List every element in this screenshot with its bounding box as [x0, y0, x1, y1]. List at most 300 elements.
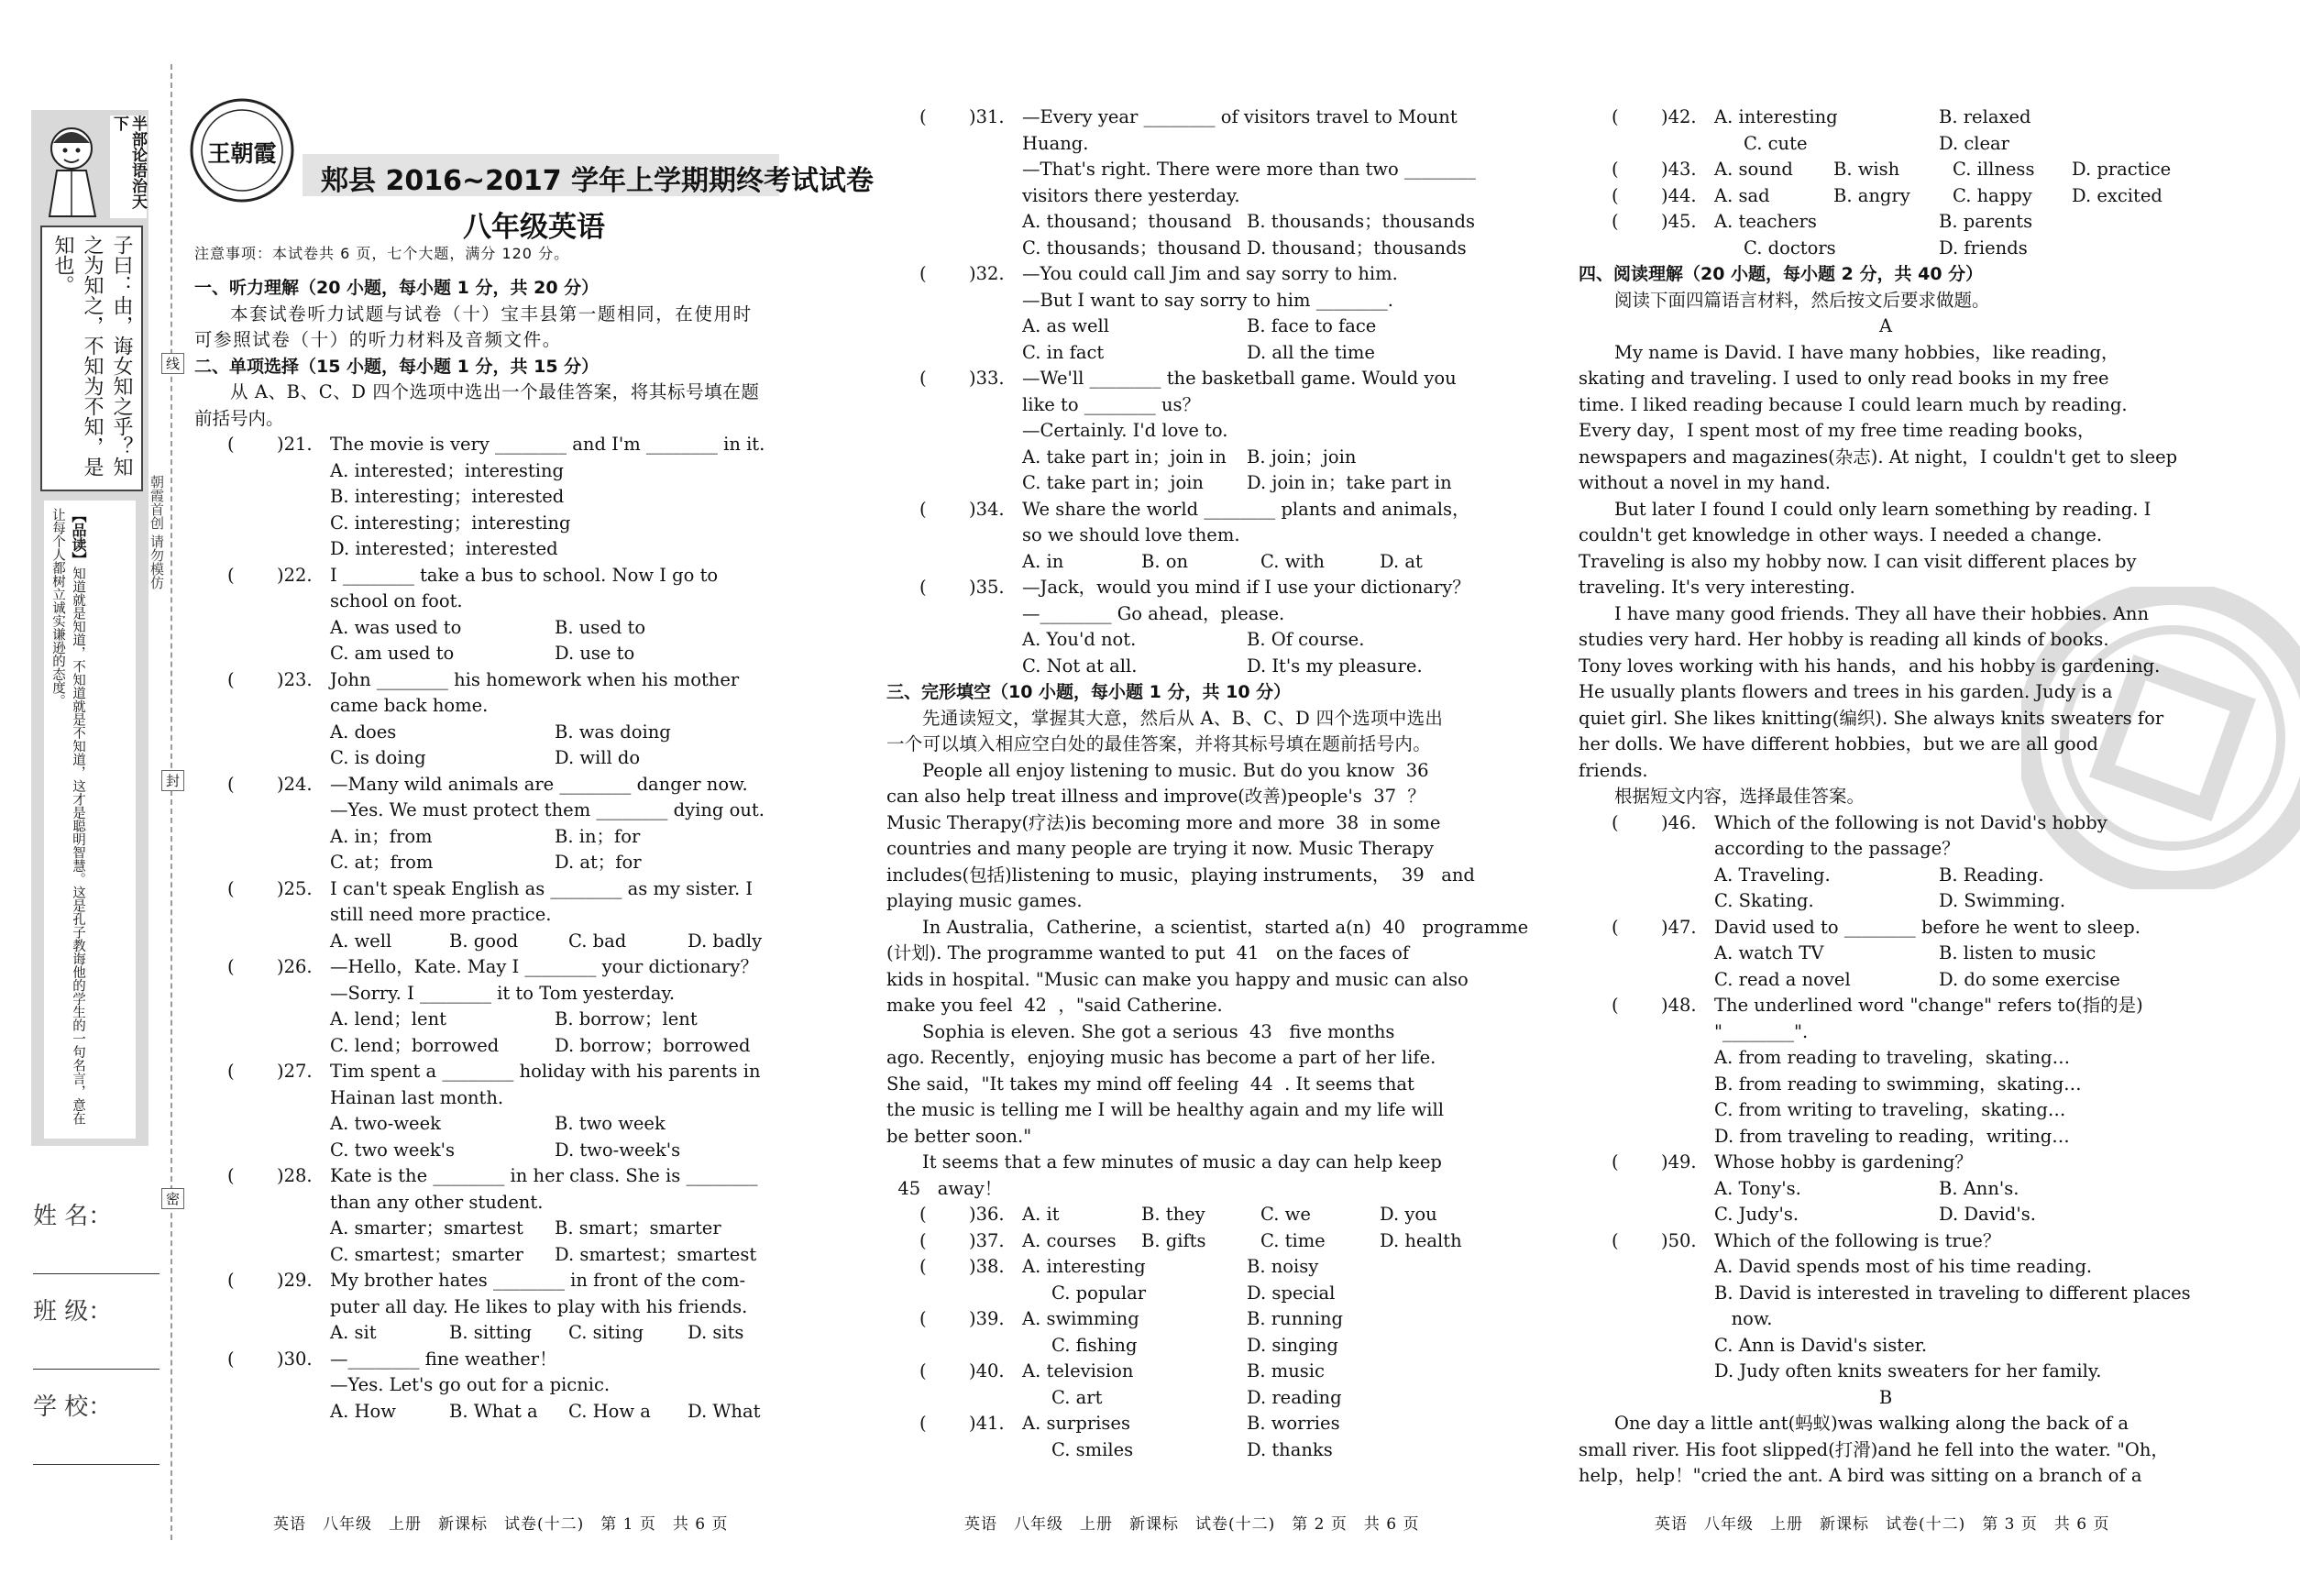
answer-option[interactable]: A. from reading to traveling，skating…	[1714, 1047, 2071, 1068]
answer-option[interactable]: B. music	[1247, 1360, 1325, 1381]
question-stem: —________ Go ahead，please.	[1022, 602, 1285, 624]
question-number: )27.	[277, 1061, 313, 1082]
answer-option[interactable]: C. How a	[568, 1400, 651, 1422]
answer-option[interactable]: C. lend；borrowed	[330, 1034, 500, 1056]
exam-subtitle: 八年级英语	[463, 211, 605, 244]
answer-option[interactable]: A. television	[1022, 1360, 1134, 1381]
answer-bracket[interactable]: (	[1612, 811, 1619, 833]
answer-option[interactable]: A. How	[330, 1400, 396, 1422]
answer-option[interactable]: D. health	[1380, 1229, 1462, 1251]
passage-line: couldn't get knowledge in other ways. I needed a change.	[1579, 524, 2103, 545]
question-stem: —Sorry. I ________ it to Tom yesterday.	[330, 982, 676, 1004]
answer-option[interactable]: B. smart；smarter	[555, 1217, 721, 1238]
answer-bracket[interactable]: (	[919, 577, 927, 598]
answer-option[interactable]: D. all the time	[1247, 341, 1375, 363]
cloze-options-continued	[1579, 105, 2193, 261]
answer-option[interactable]: B. used to	[555, 616, 646, 638]
question-stem: John ________ his homework when his mother	[330, 668, 740, 690]
pindu-box	[44, 501, 136, 1139]
answer-option[interactable]: D. What	[688, 1400, 761, 1422]
pindu-text: 知道就是知道，不知道就是不知道，这才是聪明智慧。这是孔子教诲他的学生的一句名言，意在让每个人都树立诚实谦逊的态度。	[50, 508, 85, 1125]
section-2-body-1: 从 A、B、C、D 四个选项中选出一个最佳答案，将其标号填在题	[230, 381, 760, 402]
question-stem: according to the passage？	[1714, 838, 1960, 859]
answer-option[interactable]: B. noisy	[1247, 1256, 1319, 1277]
answer-bracket[interactable]: (	[227, 956, 235, 977]
answer-option[interactable]: B. in；for	[555, 825, 641, 847]
passage-line: quiet girl. She likes knitting(编织). She always knits sweaters for	[1579, 707, 2164, 729]
question-number: )47.	[1661, 916, 1697, 938]
cloze-option-row	[1579, 236, 2193, 262]
answer-option[interactable]: B. angry	[1833, 184, 1910, 206]
answer-option[interactable]: C. doctors	[1744, 237, 1836, 259]
quote-box	[40, 226, 143, 491]
answer-bracket[interactable]: (	[1612, 995, 1619, 1016]
answer-option[interactable]: C. siting	[568, 1322, 644, 1343]
answer-bracket[interactable]: (	[1612, 1151, 1619, 1172]
answer-bracket[interactable]: (	[919, 106, 927, 127]
answer-option[interactable]: B. borrow；lent	[555, 1008, 698, 1029]
anti-copy-note: 朝霞首创 请勿模仿	[149, 475, 165, 589]
cloze-option-row	[886, 1281, 1501, 1307]
question-number: )25.	[277, 877, 313, 899]
passage-line: People all enjoy listening to music. But do you know 36	[922, 759, 1440, 781]
pindu-label: 【品读】	[70, 508, 87, 567]
question-stem: —Hello，Kate. May I ________ your dictionary？	[330, 956, 758, 977]
answer-option[interactable]: D. join in；take part in	[1247, 472, 1452, 493]
passage-line: Sophia is eleven. She got a serious 43 five months	[922, 1020, 1395, 1042]
passage-line: studies very hard. Her hobby is reading all kinds of books.	[1579, 629, 2109, 650]
cloze-paragraph-4	[886, 1150, 1501, 1202]
answer-option[interactable]: A. You'd not.	[1022, 629, 1137, 650]
answer-option[interactable]: A. Traveling.	[1714, 864, 1831, 886]
answer-option[interactable]: C. two week's	[330, 1139, 456, 1161]
school-label: 学 校：	[33, 1393, 113, 1421]
cloze-options	[886, 1202, 1501, 1463]
answer-bracket[interactable]: (	[227, 1348, 235, 1370]
answer-option[interactable]: C. in fact	[1022, 341, 1105, 363]
question-stem: Which of the following is not David's hobby	[1714, 811, 2107, 833]
answer-option[interactable]: D. two-week's	[555, 1139, 681, 1161]
answer-bracket[interactable]: (	[1612, 159, 1619, 180]
question-number: )40.	[969, 1360, 1005, 1381]
watermark-seal	[2021, 587, 2300, 889]
passage-line: Tony loves working with his hands，and his hobby is gardening.	[1579, 655, 2161, 677]
cut-line	[171, 64, 172, 1540]
answer-option[interactable]: C. is doing	[330, 747, 426, 768]
answer-option[interactable]: B. they	[1141, 1204, 1205, 1225]
answer-option[interactable]: A. interested；interesting	[330, 459, 565, 481]
answer-option[interactable]: B. from reading to swimming，skating…	[1714, 1073, 2082, 1095]
answer-option[interactable]: D. thousand；thousands	[1247, 237, 1467, 259]
answer-bracket[interactable]: (	[1612, 211, 1619, 232]
passage-line: 45 away！	[886, 1177, 1003, 1199]
answer-bracket[interactable]: (	[919, 1256, 927, 1277]
cloze-option-row	[886, 1228, 1501, 1255]
question-number: )44.	[1661, 184, 1697, 206]
question-item	[1579, 1228, 2193, 1385]
answer-option[interactable]: B. Of course.	[1247, 629, 1365, 650]
question-list-2	[886, 105, 1501, 679]
answer-option[interactable]: C. cute	[1744, 132, 1808, 154]
footer-page-1: 英语 八年级 上册 新课标 试卷(十二) 第 1 页 共 6 页	[273, 1515, 729, 1534]
question-number: )49.	[1661, 1151, 1697, 1172]
question-item	[1579, 915, 2193, 994]
passage-a-paragraph-1	[1579, 340, 2193, 497]
seal-mark-xian: 线	[161, 353, 184, 374]
brand-logo	[189, 97, 295, 204]
question-item	[194, 667, 809, 772]
question-number: )26.	[277, 956, 313, 977]
answer-option[interactable]: D. special	[1247, 1282, 1336, 1304]
cloze-option-row	[1579, 157, 2193, 183]
answer-option[interactable]: A. in；from	[330, 825, 433, 847]
question-number: )41.	[969, 1413, 1005, 1434]
answer-option[interactable]: C. happy	[1953, 184, 2032, 206]
passage-a-questions	[1579, 810, 2193, 1385]
cloze-intro-1: 先通读短文，掌握其大意，然后从 A、B、C、D 四个选项中选出	[922, 707, 1444, 729]
passage-line: Music Therapy(疗法)is becoming more and more 38 in some	[886, 811, 1441, 833]
passage-b	[1579, 1411, 2193, 1490]
question-item	[194, 1059, 809, 1163]
question-number: )42.	[1661, 106, 1697, 127]
answer-option[interactable]: A. sound	[1714, 159, 1793, 180]
answer-option[interactable]: A. interesting	[1022, 1256, 1146, 1277]
answer-option[interactable]: C. take part in；join	[1022, 472, 1204, 493]
question-item	[194, 1347, 809, 1425]
question-stem: Tim spent a ________ holiday with his parents in	[330, 1061, 761, 1082]
question-item	[194, 876, 809, 955]
name-field[interactable]	[33, 1197, 160, 1274]
answer-option[interactable]: B. parents	[1939, 211, 2033, 232]
answer-bracket[interactable]: (	[919, 1308, 927, 1329]
question-number: )32.	[969, 263, 1005, 284]
passage-line: the music is telling me I will be healthy again and my life will	[886, 1099, 1444, 1120]
answer-bracket[interactable]: (	[1612, 1229, 1619, 1251]
answer-option[interactable]: B. on	[1141, 550, 1189, 572]
answer-option[interactable]: A. watch TV	[1714, 942, 1824, 963]
answer-option[interactable]: C. Ann is David's sister.	[1714, 1334, 1928, 1356]
cloze-paragraph-3	[886, 1019, 1501, 1150]
answer-bracket[interactable]: (	[227, 773, 235, 795]
answer-bracket[interactable]: (	[227, 434, 235, 455]
cloze-option-row	[886, 1202, 1501, 1228]
question-item	[194, 954, 809, 1059]
passage-line: ago. Recently，enjoying music has become a part of her life.	[886, 1047, 1436, 1068]
question-stem: —Yes. We must protect them ________ dying out.	[330, 799, 765, 820]
answer-option[interactable]: B. relaxed	[1939, 106, 2031, 127]
answer-bracket[interactable]: (	[227, 668, 235, 690]
name-label: 姓 名：	[33, 1203, 113, 1230]
reading-title: 四、阅读理解（20 小题，每小题 2 分，共 40 分）	[1579, 264, 1984, 284]
passage-a-question-intro: 根据短文内容，选择最佳答案。	[1614, 786, 1865, 807]
answer-option[interactable]: C. from writing to traveling，skating…	[1714, 1099, 2066, 1120]
answer-option[interactable]: now.	[1714, 1308, 1773, 1329]
answer-option[interactable]: A. sit	[330, 1322, 377, 1343]
question-stem: —You could call Jim and say sorry to him.	[1022, 263, 1398, 284]
answer-option[interactable]: C. Judy's.	[1714, 1204, 1799, 1225]
answer-option[interactable]: A. teachers	[1714, 211, 1817, 232]
cloze-paragraph-2	[886, 915, 1529, 1019]
question-stem: My brother hates ________ in front of the com-	[330, 1270, 746, 1291]
answer-option[interactable]: C. we	[1260, 1204, 1311, 1225]
answer-option[interactable]: B. thousands；thousands	[1247, 211, 1475, 232]
question-stem: The movie is very ________ and I'm ________ in it.	[330, 434, 765, 455]
question-stem: "________".	[1714, 1020, 1809, 1042]
answer-option[interactable]: C. Skating.	[1714, 890, 1814, 911]
passage-line: kids in hospital. "Music can make you happy and music can also	[886, 968, 1469, 990]
answer-bracket[interactable]: (	[227, 1061, 235, 1082]
answer-option[interactable]: D. friends	[1939, 237, 2028, 259]
answer-option[interactable]: D. sits	[688, 1322, 744, 1343]
question-number: )46.	[1661, 811, 1697, 833]
cloze-paragraph-1	[886, 758, 1501, 915]
answer-option[interactable]: A. Tony's.	[1714, 1177, 1801, 1199]
passage-line: But later I found I could only learn something by reading. I	[1614, 498, 2151, 520]
answer-option[interactable]: B. wish	[1833, 159, 1900, 180]
question-number: )50.	[1661, 1229, 1697, 1251]
answer-option[interactable]: C. with	[1260, 550, 1325, 572]
question-number: )28.	[277, 1165, 313, 1186]
answer-option[interactable]: D. practice	[2072, 159, 2172, 180]
answer-option[interactable]: B. good	[449, 930, 519, 952]
question-item	[886, 261, 1501, 366]
question-item	[886, 497, 1501, 576]
answer-option[interactable]: D. at	[1380, 550, 1423, 572]
seal-mark-feng: 封	[161, 770, 184, 791]
answer-option[interactable]: B. face to face	[1247, 315, 1377, 336]
passage-line: can also help treat illness and improve(改善)people's 37 ？	[886, 786, 1425, 807]
answer-option[interactable]: B. join；join	[1247, 446, 1357, 468]
answer-option[interactable]: D. borrow；borrowed	[555, 1034, 751, 1056]
question-item	[194, 772, 809, 876]
answer-option[interactable]: B. worries	[1247, 1413, 1340, 1434]
answer-option[interactable]: A. surprises	[1022, 1413, 1130, 1434]
section-2-title: 二、单项选择（15 小题，每小题 1 分，共 15 分）	[194, 356, 600, 377]
answer-option[interactable]: C. time	[1260, 1229, 1326, 1251]
answer-option[interactable]: B. What a	[449, 1400, 538, 1422]
passage-line: help，help！"cried the ant. A bird was sitting on a branch of a	[1579, 1465, 2142, 1486]
answer-bracket[interactable]: (	[919, 263, 927, 284]
answer-option[interactable]: D. reading	[1247, 1386, 1342, 1408]
section-2-body-2: 前括号内。	[194, 407, 284, 429]
passage-line: her dolls. We have different hobbies，but we are all good	[1579, 733, 2098, 754]
passage-line: (计划). The programme wanted to put 41 on the faces of	[886, 942, 1410, 963]
answer-option[interactable]: A. David spends most of his time reading.	[1714, 1256, 2093, 1277]
question-item	[194, 563, 809, 667]
answer-option[interactable]: A. well	[330, 930, 392, 952]
question-stem: visitors there yesterday.	[1022, 184, 1240, 206]
answer-option[interactable]: D. at；for	[555, 852, 642, 873]
school-field[interactable]	[33, 1388, 160, 1465]
question-number: )39.	[969, 1308, 1005, 1329]
answer-option[interactable]: A. does	[330, 721, 397, 743]
answer-option[interactable]: C. Not at all.	[1022, 655, 1138, 677]
reading-intro: 阅读下面四篇语言材料，然后按文后要求做题。	[1614, 289, 1990, 311]
answer-option[interactable]: C. am used to	[330, 643, 455, 664]
answer-option[interactable]: B. gifts	[1141, 1229, 1206, 1251]
answer-bracket[interactable]: (	[1612, 916, 1619, 938]
passage-line: includes(包括)listening to music，playing instruments， 39 and	[886, 864, 1475, 886]
answer-option[interactable]: D. from traveling to reading，writing…	[1714, 1125, 2070, 1147]
passage-line: skating and traveling. I used to only read books in my free	[1579, 368, 2109, 389]
question-stem: Which of the following is true？	[1714, 1229, 2001, 1251]
answer-option[interactable]: C. smartest；smarter	[330, 1243, 523, 1265]
seal-mark-mi: 密	[161, 1188, 184, 1209]
cloze-option-row	[1579, 105, 2193, 131]
answer-option[interactable]: D. you	[1380, 1204, 1437, 1225]
section-1-title: 一、听力理解（20 小题，每小题 1 分，共 20 分）	[194, 278, 600, 298]
answer-bracket[interactable]: (	[919, 498, 927, 520]
section-1-body-1: 本套试卷听力试题与试卷（十）宝丰县第一题相同，在使用时	[230, 303, 753, 325]
question-stem: came back home.	[330, 695, 489, 716]
logo-text: 王朝霞	[207, 140, 277, 167]
question-stem: school on foot.	[330, 590, 463, 611]
question-number: )34.	[969, 498, 1005, 520]
passage-line: Every day，I spent most of my free time reading books，	[1579, 420, 2096, 441]
answer-bracket[interactable]: (	[227, 1165, 235, 1186]
question-stem: —That's right. There were more than two ________	[1022, 159, 1476, 180]
class-field[interactable]	[33, 1293, 160, 1370]
question-number: )37.	[969, 1229, 1005, 1251]
column-1	[194, 275, 809, 1425]
answer-bracket[interactable]: (	[919, 1360, 927, 1381]
answer-option[interactable]: C. illness	[1953, 159, 2035, 180]
answer-option[interactable]: C. read a novel	[1714, 968, 1851, 990]
answer-option[interactable]: C. art	[1051, 1386, 1103, 1408]
answer-bracket[interactable]: (	[919, 368, 927, 389]
answer-option[interactable]: D. clear	[1939, 132, 2009, 154]
question-stem: I ________ take a bus to school. Now I go to	[330, 564, 719, 586]
question-number: )43.	[1661, 159, 1697, 180]
answer-option[interactable]: D. Judy often knits sweaters for her family.	[1714, 1360, 2102, 1381]
answer-option[interactable]: A. in	[1022, 550, 1064, 572]
passage-b-label: B	[1878, 1386, 1893, 1408]
answer-option[interactable]: D. do some exercise	[1939, 968, 2120, 990]
answer-option[interactable]: A. thousand；thousand	[1022, 211, 1232, 232]
answer-option[interactable]: C. smiles	[1051, 1438, 1134, 1460]
question-stem: so we should love them.	[1022, 524, 1240, 545]
question-number: )29.	[277, 1270, 313, 1291]
question-item	[194, 1163, 809, 1268]
passage-line: newspapers and magazines(杂志). At night，I couldn't get to sleep	[1579, 446, 2178, 468]
answer-option[interactable]: A. it	[1022, 1204, 1060, 1225]
question-number: )24.	[277, 773, 313, 795]
exam-title: 郏县 2016~2017 学年上学期期终考试试卷	[321, 165, 875, 197]
footer-page-2: 英语 八年级 上册 新课标 试卷(十二) 第 2 页 共 6 页	[964, 1515, 1420, 1534]
answer-option[interactable]: A. lend；lent	[330, 1008, 446, 1029]
answer-option[interactable]: C. interesting；interesting	[330, 512, 571, 534]
passage-a-label: A	[1878, 315, 1893, 336]
passage-line: without a novel in my hand.	[1579, 472, 1831, 493]
answer-option[interactable]: A. two-week	[330, 1113, 441, 1134]
answer-option[interactable]: A. take part in；join in	[1022, 446, 1227, 468]
answer-option[interactable]: B. listen to music	[1939, 942, 2096, 963]
answer-option[interactable]: B. interesting；interested	[330, 486, 565, 507]
answer-option[interactable]: D. use to	[555, 643, 635, 664]
answer-option[interactable]: D. will do	[555, 747, 641, 768]
answer-option[interactable]: A. was used to	[330, 616, 462, 638]
question-stem: —We'll ________ the basketball game. Would you	[1022, 368, 1457, 389]
answer-option[interactable]: B. Ann's.	[1939, 1177, 2019, 1199]
answer-option[interactable]: C. fishing	[1051, 1334, 1138, 1356]
passage-line: She said，"It takes my mind off feeling 44 . It seems that	[886, 1073, 1414, 1095]
answer-option[interactable]: C. at；from	[330, 852, 434, 873]
answer-option[interactable]: A. smarter；smartest	[330, 1217, 523, 1238]
footer-page-3: 英语 八年级 上册 新课标 试卷(十二) 第 3 页 共 6 页	[1655, 1515, 2110, 1534]
answer-option[interactable]: C. thousands；thousand	[1022, 237, 1241, 259]
answer-option[interactable]: B. was doing	[555, 721, 671, 743]
answer-bracket[interactable]: (	[1612, 184, 1619, 206]
answer-option[interactable]: D. thanks	[1247, 1438, 1333, 1460]
answer-bracket[interactable]: (	[227, 1270, 235, 1291]
answer-option[interactable]: B. two week	[555, 1113, 666, 1134]
question-number: )33.	[969, 368, 1005, 389]
answer-option[interactable]: C. popular	[1051, 1282, 1147, 1304]
cloze-option-row	[886, 1306, 1501, 1333]
confucius-cartoon	[37, 114, 110, 219]
answer-option[interactable]: B. Reading.	[1939, 864, 2044, 886]
passage-line: be better soon."	[886, 1125, 1032, 1147]
cloze-option-row	[1579, 183, 2193, 210]
cloze-option-row	[886, 1437, 1501, 1464]
answer-bracket[interactable]: (	[919, 1229, 927, 1251]
cloze-option-row	[886, 1411, 1501, 1437]
cloze-option-row	[886, 1359, 1501, 1385]
answer-option[interactable]: A. courses	[1022, 1229, 1117, 1251]
motto-top: 半部论语治天下	[110, 116, 147, 218]
answer-option[interactable]: A. swimming	[1022, 1308, 1139, 1329]
answer-option[interactable]: D. singing	[1247, 1334, 1338, 1356]
passage-line: My name is David. I have many hobbies，like reading，	[1614, 341, 2119, 363]
answer-bracket[interactable]: (	[227, 564, 235, 586]
answer-option[interactable]: A. sad	[1714, 184, 1770, 206]
cloze-intro-2: 一个可以填入相应空白处的最佳答案，并将其标号填在题前括号内。	[886, 733, 1432, 754]
passage-line: I have many good friends. They all have their hobbies. Ann	[1614, 602, 2150, 624]
answer-option[interactable]: D. interested；interested	[330, 538, 558, 559]
passage-line: make you feel 42 ，"said Catherine.	[886, 995, 1223, 1016]
cloze-title: 三、完形填空（10 小题，每小题 1 分，共 10 分）	[886, 682, 1292, 702]
question-item	[886, 366, 1501, 497]
cloze-option-row	[886, 1254, 1501, 1281]
answer-option[interactable]: A. interesting	[1714, 106, 1838, 127]
answer-option[interactable]: A. as well	[1022, 315, 1110, 336]
answer-option[interactable]: D. excited	[2072, 184, 2162, 206]
question-item	[886, 105, 1501, 261]
question-stem: —Jack，would you mind if I use your dictionary？	[1022, 577, 1470, 598]
answer-option[interactable]: D. badly	[688, 930, 763, 952]
passage-line: traveling. It's very interesting.	[1579, 577, 1855, 598]
answer-option[interactable]: B. sitting	[449, 1322, 532, 1343]
answer-bracket[interactable]: (	[919, 1204, 927, 1225]
question-stem: David used to ________ before he went to sleep.	[1714, 916, 2140, 938]
class-label: 班 级：	[33, 1298, 113, 1326]
question-stem: than any other student.	[330, 1191, 544, 1213]
answer-bracket[interactable]: (	[1612, 106, 1619, 127]
answer-bracket[interactable]: (	[227, 877, 235, 899]
answer-bracket[interactable]: (	[919, 1413, 927, 1434]
answer-option[interactable]: D. Swimming.	[1939, 890, 2066, 911]
question-stem: like to ________ us？	[1022, 393, 1201, 415]
question-list-1	[194, 432, 809, 1425]
answer-option[interactable]: D. It's my pleasure.	[1247, 655, 1423, 677]
answer-option[interactable]: D. David's.	[1939, 1204, 2036, 1225]
answer-option[interactable]: D. smartest；smartest	[555, 1243, 757, 1265]
question-stem: —But I want to say sorry to him ________.	[1022, 289, 1393, 311]
question-stem: puter all day. He likes to play with his friends.	[330, 1295, 748, 1317]
answer-option[interactable]: B. David is interested in traveling to different places	[1714, 1282, 2191, 1304]
answer-option[interactable]: B. running	[1247, 1308, 1344, 1329]
answer-option[interactable]: C. bad	[568, 930, 627, 952]
